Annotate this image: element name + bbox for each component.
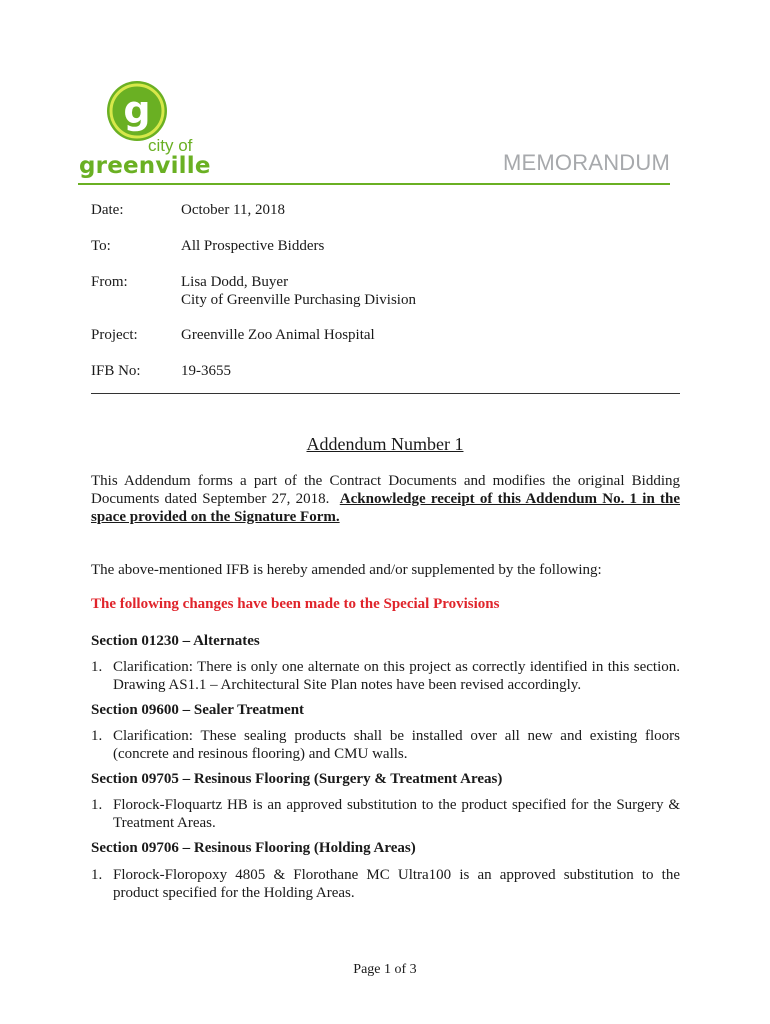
list-item-number: 1. xyxy=(91,797,103,813)
list-item-text: Clarification: There is only one alternate on this project as correctly identified in this section. Drawing AS1.1 – Architectural Site Plan notes have been revised accordingly. xyxy=(113,659,680,693)
list-item xyxy=(91,658,680,694)
meta-value-date: October 11, 2018 xyxy=(181,202,286,218)
meta-value-from: Lisa Dodd, Buyer xyxy=(181,274,289,290)
city-logo xyxy=(76,80,211,180)
list-item-text: Florock-Floquartz HB is an approved substitution to the product specified for the Surgery & Treatment Areas. xyxy=(113,797,680,831)
meta-value-to: All Prospective Bidders xyxy=(181,238,325,254)
meta-label-project: Project: xyxy=(91,327,138,343)
section-heading: Section 09705 – Resinous Flooring (Surgery & Treatment Areas) xyxy=(91,771,503,787)
list-item xyxy=(91,727,680,763)
list-item xyxy=(91,866,680,902)
list-item-text: Florock-Floropoxy 4805 & Florothane MC Ultra100 is an approved substitution to the product specified for the Holding Areas. xyxy=(113,867,680,901)
list-item xyxy=(91,796,680,832)
meta-value-from-division: City of Greenville Purchasing Division xyxy=(181,292,416,308)
meta-label-date: Date: xyxy=(91,202,124,218)
addendum-acknowledge: Acknowledge receipt of this Addendum No. 1 in the space provided on the Signature Form. xyxy=(91,491,680,525)
list-item-number: 1. xyxy=(91,867,103,883)
meta-label-from: From: xyxy=(91,274,128,290)
addendum-title: Addendum Number 1 xyxy=(306,434,464,454)
logo-text-greenville: greenville xyxy=(79,153,211,179)
svg-text:g: g xyxy=(123,88,151,132)
addendum-intro xyxy=(91,472,680,526)
list-item-number: 1. xyxy=(91,659,103,675)
meta-label-to: To: xyxy=(91,238,111,254)
page-number: Page 1 of 3 xyxy=(353,962,417,977)
meta-value-ifb: 19-3655 xyxy=(181,363,231,379)
meta-divider xyxy=(91,393,680,394)
meta-label-ifb: IFB No: xyxy=(91,363,141,379)
section-heading: Section 09706 – Resinous Flooring (Holding Areas) xyxy=(91,840,416,856)
list-item-number: 1. xyxy=(91,728,103,744)
changes-heading: The following changes have been made to the Special Provisions xyxy=(91,596,500,612)
amended-statement: The above-mentioned IFB is hereby amended and/or supplemented by the following: xyxy=(91,562,602,578)
list-item-text: Clarification: These sealing products shall be installed over all new and existing floors (concrete and resinous flooring) and CMU walls. xyxy=(113,728,680,762)
section-heading: Section 01230 – Alternates xyxy=(91,633,260,649)
logo-text-city-of: city of xyxy=(148,136,193,155)
addendum-intro-text: This Addendum forms a part of the Contract Documents and modifies the original Bidding Documents dated September 27, 2018. xyxy=(91,473,680,507)
section-heading: Section 09600 – Sealer Treatment xyxy=(91,702,305,718)
meta-value-project: Greenville Zoo Animal Hospital xyxy=(181,327,375,343)
greenville-logo-icon xyxy=(106,80,168,142)
header-divider xyxy=(78,183,670,185)
memorandum-title: MEMORANDUM xyxy=(503,150,670,175)
